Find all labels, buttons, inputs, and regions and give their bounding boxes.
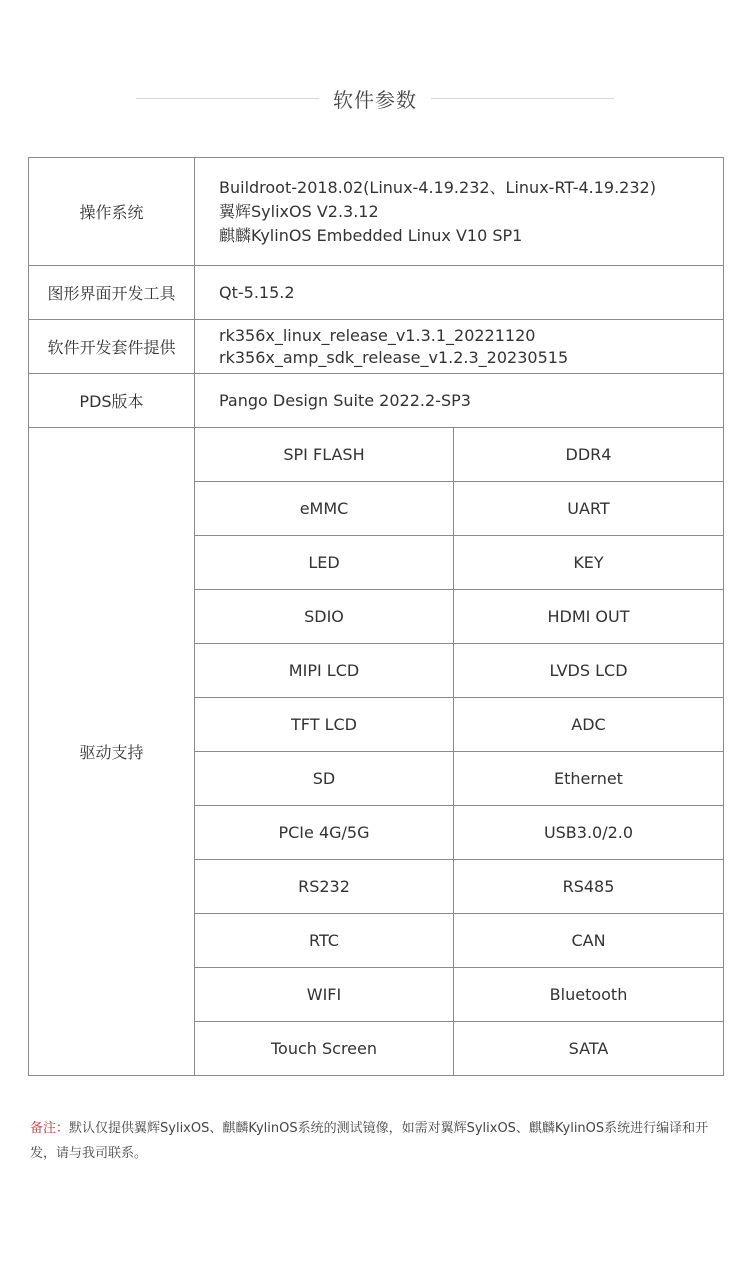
os-value <box>195 158 724 266</box>
driver-item: CAN <box>454 914 724 968</box>
row-label-gui: 图形界面开发工具 <box>29 266 195 320</box>
driver-item: WIFI <box>195 968 454 1022</box>
driver-item: USB3.0/2.0 <box>454 806 724 860</box>
sdk-line-amp: rk356x_amp_sdk_release_v1.2.3_20230515 <box>219 347 569 367</box>
table-row-gui <box>29 266 724 320</box>
driver-item: SD <box>195 752 454 806</box>
divider-right <box>431 98 614 99</box>
section-title: 软件参数 <box>333 87 417 112</box>
note-text: 默认仅提供翼辉SylixOS、麒麟KylinOS系统的测试镜像，如需对翼辉SylixOS、麒麟KylinOS系统进行编译和开发，请与我司联系。 <box>30 1121 709 1161</box>
driver-item: Ethernet <box>454 752 724 806</box>
driver-item: LVDS LCD <box>454 644 724 698</box>
driver-item: PCIe 4G/5G <box>195 806 454 860</box>
driver-item: SATA <box>454 1022 724 1076</box>
table-row-sdk <box>29 320 724 374</box>
driver-item: HDMI OUT <box>454 590 724 644</box>
driver-item: Touch Screen <box>195 1022 454 1076</box>
row-label-drivers: 驱动支持 <box>29 428 195 1076</box>
table-row-os <box>29 158 724 266</box>
table-row-pds <box>29 374 724 428</box>
driver-item: TFT LCD <box>195 698 454 752</box>
os-line-buildroot: Buildroot-2018.02(Linux-4.19.232、Linux-RT-4.19.232) <box>219 177 656 197</box>
section-header <box>0 80 750 116</box>
os-line-kylinos: 麒麟KylinOS Embedded Linux V10 SP1 <box>219 225 523 245</box>
driver-item: UART <box>454 482 724 536</box>
footnote <box>30 1116 720 1166</box>
row-label-sdk: 软件开发套件提供 <box>29 320 195 374</box>
driver-item: MIPI LCD <box>195 644 454 698</box>
driver-row <box>29 428 724 482</box>
driver-item: DDR4 <box>454 428 724 482</box>
driver-item: eMMC <box>195 482 454 536</box>
sdk-value <box>195 320 724 374</box>
row-label-os: 操作系统 <box>29 158 195 266</box>
os-line-sylixos: 翼辉SylixOS V2.3.12 <box>219 201 379 221</box>
note-label: 备注： <box>30 1121 70 1136</box>
sdk-line-linux: rk356x_linux_release_v1.3.1_20221120 <box>219 325 536 345</box>
driver-item: RS232 <box>195 860 454 914</box>
row-label-pds: PDS版本 <box>29 374 195 428</box>
software-spec-table <box>28 157 724 1076</box>
driver-item: Bluetooth <box>454 968 724 1022</box>
driver-item: KEY <box>454 536 724 590</box>
divider-left <box>136 98 319 99</box>
gui-value: Qt-5.15.2 <box>195 266 724 320</box>
driver-item: SPI FLASH <box>195 428 454 482</box>
driver-item: ADC <box>454 698 724 752</box>
driver-item: LED <box>195 536 454 590</box>
driver-item: RS485 <box>454 860 724 914</box>
driver-item: RTC <box>195 914 454 968</box>
pds-value: Pango Design Suite 2022.2-SP3 <box>195 374 724 428</box>
driver-item: SDIO <box>195 590 454 644</box>
